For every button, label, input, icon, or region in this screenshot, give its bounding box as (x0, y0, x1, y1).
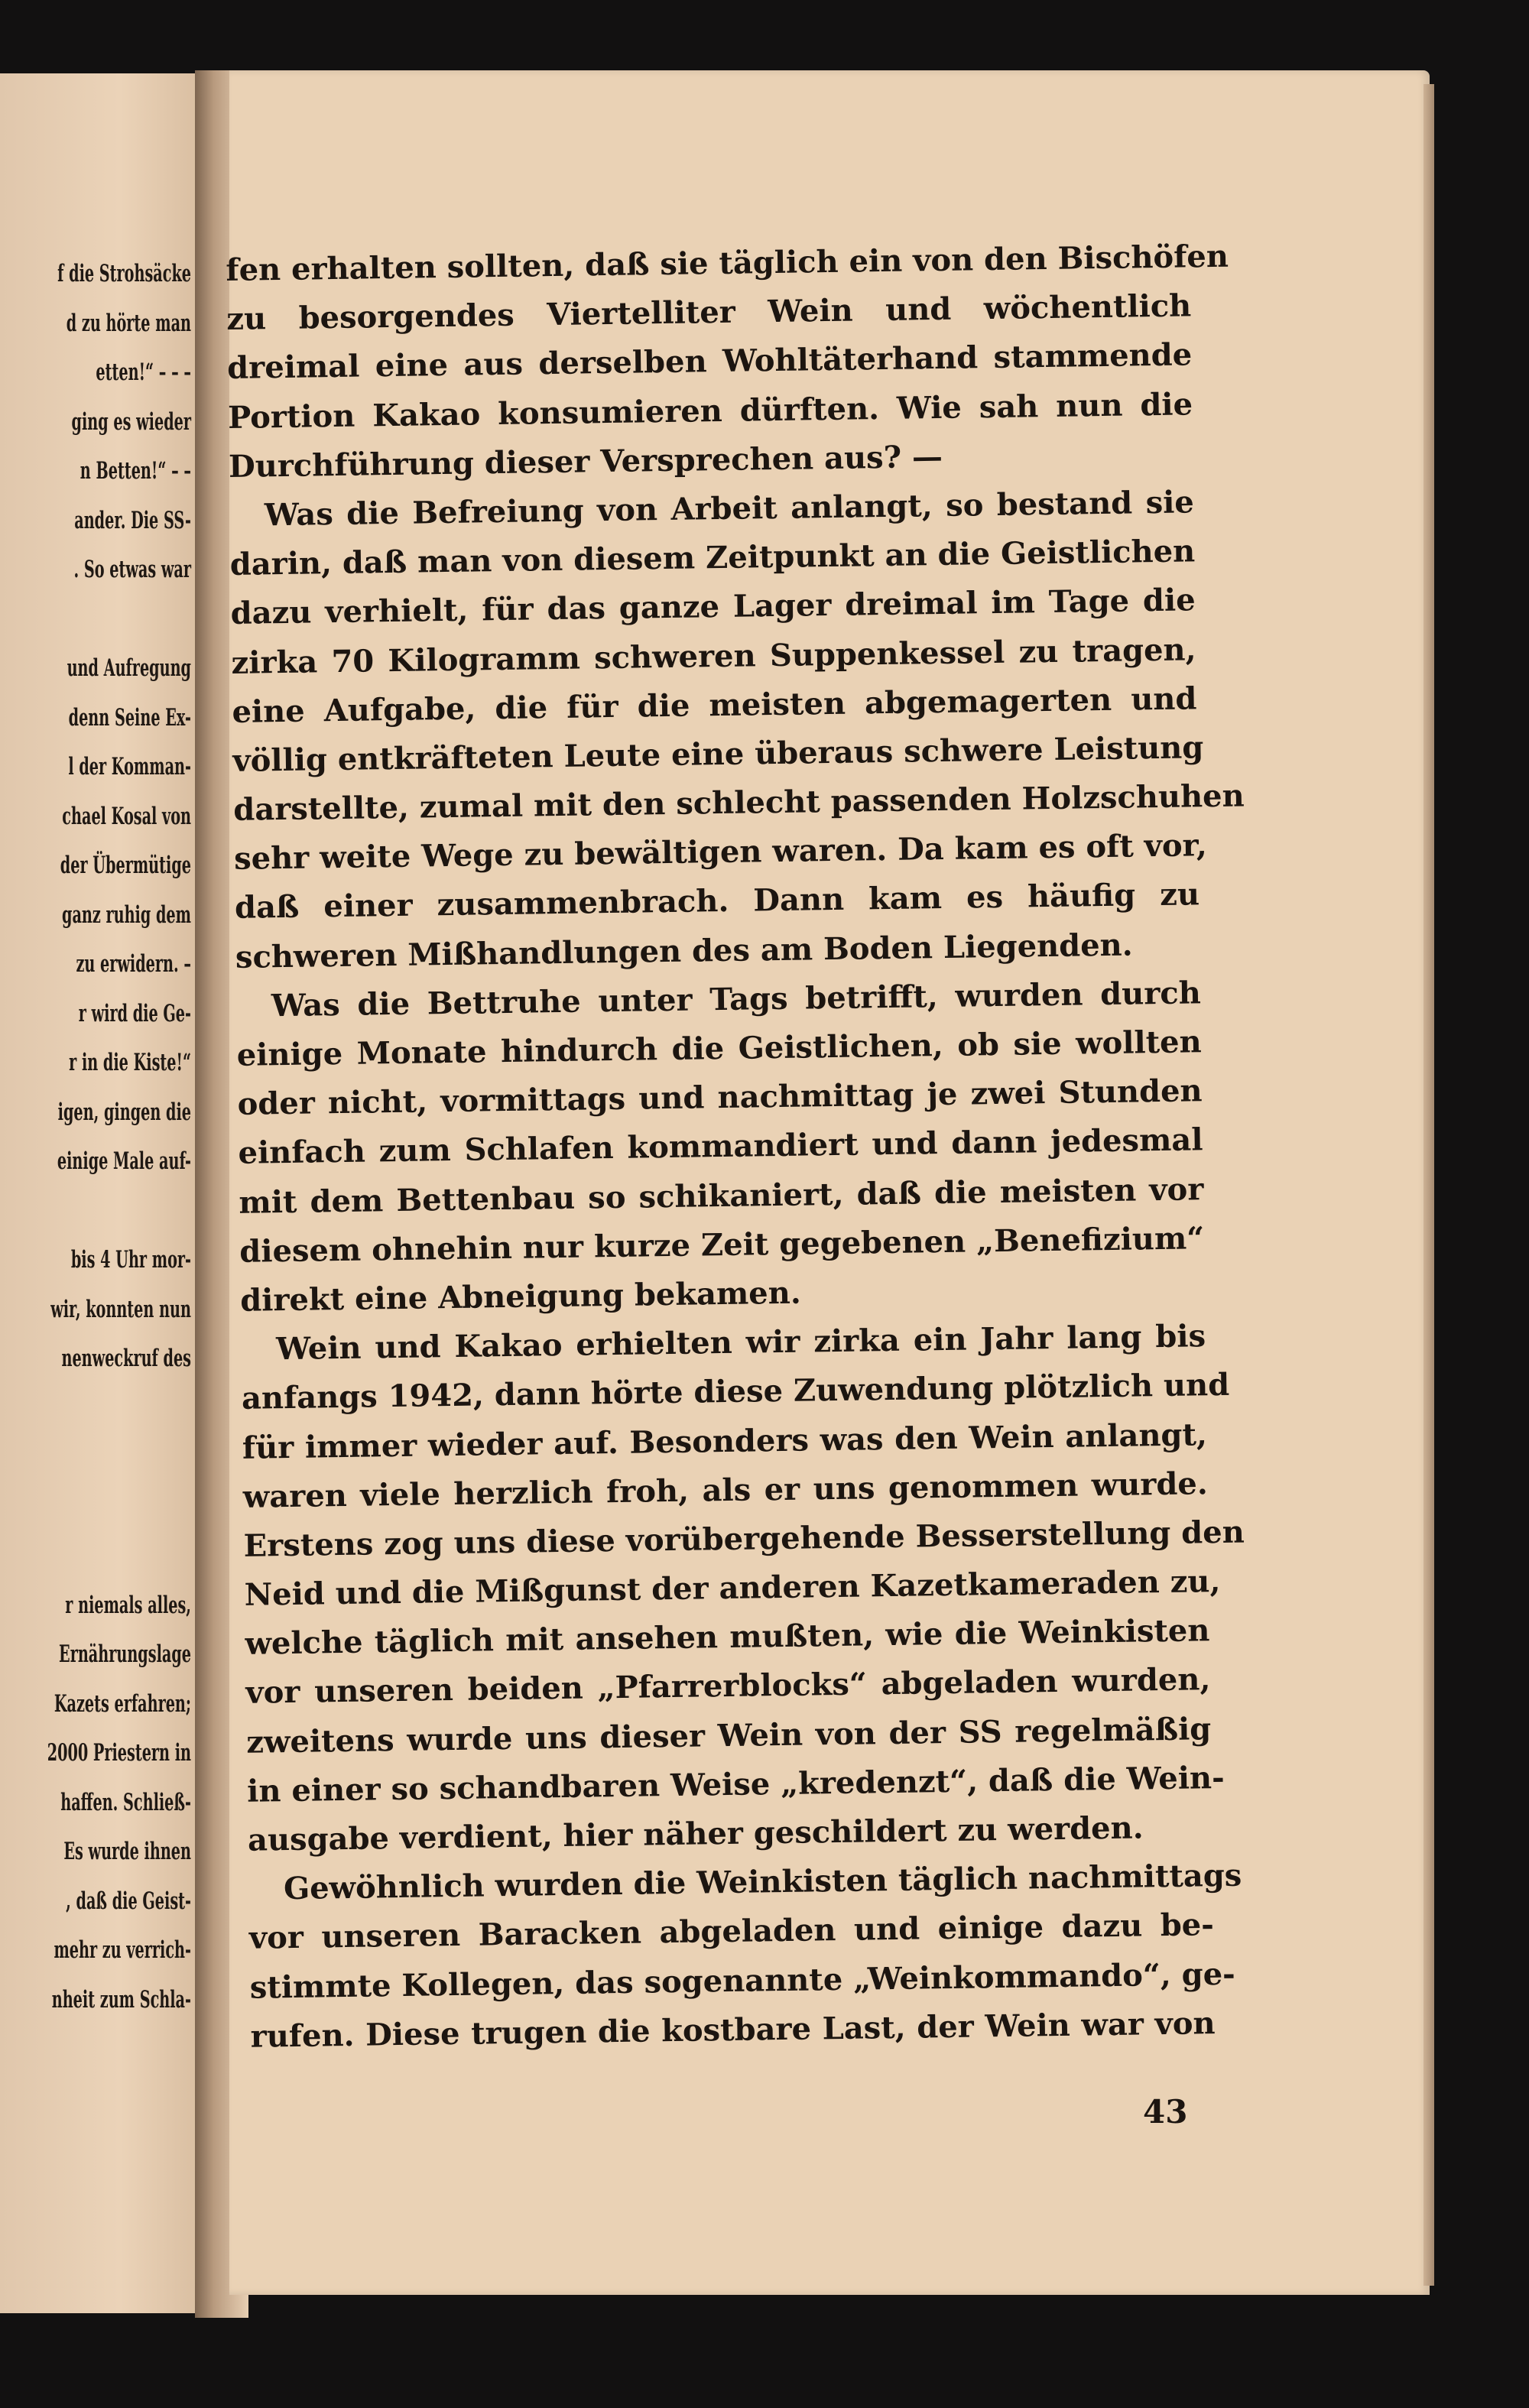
left-page-line: d zu hörte man (66, 309, 191, 337)
left-page-line: nheit zum Schla- (51, 1985, 191, 2014)
left-page-line: 2000 Priestern in (47, 1739, 191, 1767)
text-line: Was die Befreiung von Arbeit anlangt, so bestand sie (264, 484, 1195, 534)
page-edge (1423, 84, 1434, 2286)
text-line: stimmte Kollegen, das sogenannte „Weinkommando“, ge- (249, 1955, 1235, 2006)
left-page-line (2, 1433, 191, 1482)
body-text (226, 232, 1245, 2061)
text-line: zu besorgendes Viertelliter Wein und wöchentlich (226, 287, 1192, 338)
text-line: waren viele herzlich froh, als er uns genommen wurde. (242, 1465, 1209, 1515)
text-line: eine Aufgabe, die für die meisten abgemagerten und (232, 680, 1197, 730)
left-page-line: Ernährungslage (59, 1640, 192, 1668)
left-page-line: n Betten!“ – – (80, 457, 192, 485)
text-line: direkt eine Abneigung bekamen. (239, 1274, 802, 1319)
text-line: zirka 70 Kilogramm schweren Suppenkessel zu tragen, (231, 631, 1196, 681)
text-line: mit dem Bettenbau so schikaniert, daß die meisten vor (239, 1170, 1204, 1221)
left-page-line: einige Male auf- (57, 1147, 191, 1175)
text-line: anfangs 1942, dann hörte diese Zuwendung plötzlich und (241, 1367, 1230, 1417)
left-page-line: nenweckruf des (61, 1345, 191, 1372)
left-page-text (2, 249, 191, 2024)
left-page-line: wir, konnten nun (50, 1295, 191, 1323)
left-page-line: igen, gingen die (57, 1098, 192, 1126)
text-line: welche täglich mit ansehen mußten, wie die Weinkisten (245, 1612, 1210, 1663)
text-line: schweren Mißhandlungen des am Boden Liegenden. (235, 927, 1133, 975)
left-page-line: der Übermütige (60, 852, 192, 879)
text-line: Portion Kakao konsumieren dürften. Wie sah nun die (227, 385, 1193, 436)
left-page-line: zu erwidern. – (76, 950, 191, 978)
text-line: Durchführung dieser Versprechen aus? — (228, 438, 943, 485)
left-page-line: ganz ruhig dem (62, 901, 191, 929)
text-line: Wein und Kakao erhielten wir zirka ein Jahr lang bis (275, 1318, 1206, 1368)
left-page-line: Kazets erfahren; (54, 1689, 192, 1718)
text-line: rufen. Diese trugen die kostbare Last, der Wein war von (250, 2004, 1216, 2055)
text-line: dazu verhielt, für das ganze Lager dreimal im Tage die (230, 582, 1196, 632)
page-number: 43 (1143, 2093, 1188, 2131)
left-page-line (2, 1482, 191, 1532)
left-page-line: ging es wieder (71, 407, 191, 436)
text-line: oder nicht, vormittags und nachmittag je zwei Stunden (237, 1073, 1203, 1123)
left-page-line (2, 595, 191, 644)
text-line: darstellte, zumal mit den schlecht passenden Holzschuhen (232, 777, 1245, 828)
text-line: einige Monate hindurch die Geistlichen, ob sie wollten (236, 1024, 1202, 1073)
left-page-line (2, 1186, 191, 1236)
left-page-line: l der Komman- (68, 753, 191, 780)
text-line: einfach zum Schlafen kommandiert und dann jedesmal (238, 1121, 1203, 1172)
left-page-line: ander. Die SS- (74, 506, 191, 534)
left-page-line: r in die Kiste!“ (69, 1049, 191, 1076)
text-line: darin, daß man von diesem Zeitpunkt an die Geistlichen (229, 533, 1196, 583)
left-page-line: und Aufregung (67, 654, 191, 682)
left-page-line: bis 4 Uhr mor- (70, 1246, 192, 1274)
text-line: sehr weite Wege zu bewältigen waren. Da kam es oft vor, (233, 827, 1208, 878)
left-page-line: chael Kosal von (62, 802, 192, 830)
text-line: zweitens wurde uns dieser Wein von der SS regelmäßig (245, 1710, 1212, 1761)
left-page-line: etten!“ – – – (96, 359, 191, 386)
text-line: vor unseren beiden „Pfarrerblocks“ abgeladen wurden, (245, 1661, 1211, 1712)
text-line: Erstens zog uns diese vorübergehende Besserstellung den (243, 1514, 1245, 1564)
text-line: völlig entkräfteten Leute eine überaus schwere Leistung (232, 729, 1204, 779)
text-line: vor unseren Baracken abgeladen und einige dazu be- (248, 1907, 1215, 1957)
text-line: Gewöhnlich wurden die Weinkisten täglich nachmittags (283, 1857, 1242, 1907)
left-page-line: , daß die Geist- (66, 1887, 191, 1915)
text-line: daß einer zusammenbrach. Dann kam es häufig zu (234, 876, 1200, 927)
text-line: fen erhalten sollten, daß sie täglich ein von den Bischöfen (226, 238, 1229, 288)
left-page-line: Es wurde ihnen (63, 1838, 191, 1865)
left-page (0, 73, 200, 2313)
left-page-line: denn Seine Ex- (68, 703, 192, 732)
left-page-line: . So etwas war (73, 556, 192, 583)
left-page-line (2, 1531, 191, 1581)
text-line: in einer so schandbaren Weise „kredenzt“, daß die Wein- (246, 1759, 1225, 1809)
text-line: für immer wieder auf. Besonders was den Wein anlangt, (242, 1416, 1208, 1466)
text-line: diesem ohnehin nur kurze Zeit gegebenen „Benefizium“ (239, 1220, 1205, 1270)
left-page-line: r wird die Ge- (78, 999, 192, 1027)
text-line: Was die Bettruhe unter Tags betrifft, wurden durch (271, 975, 1202, 1024)
left-page-line: f die Strohsäcke (57, 260, 191, 287)
left-page-line (2, 1384, 191, 1433)
left-page-line: r niemals alles, (65, 1591, 192, 1619)
text-line: Neid und die Mißgunst der anderen Kazetkameraden zu, (244, 1563, 1221, 1613)
text-line: ausgabe verdient, hier näher geschildert zu werden. (247, 1809, 1144, 1858)
text-line: dreimal eine aus derselben Wohltäterhand stammende (226, 336, 1193, 387)
left-page-line: haffen. Schließ- (60, 1788, 192, 1816)
left-page-line: mehr zu verrich- (54, 1936, 191, 1964)
